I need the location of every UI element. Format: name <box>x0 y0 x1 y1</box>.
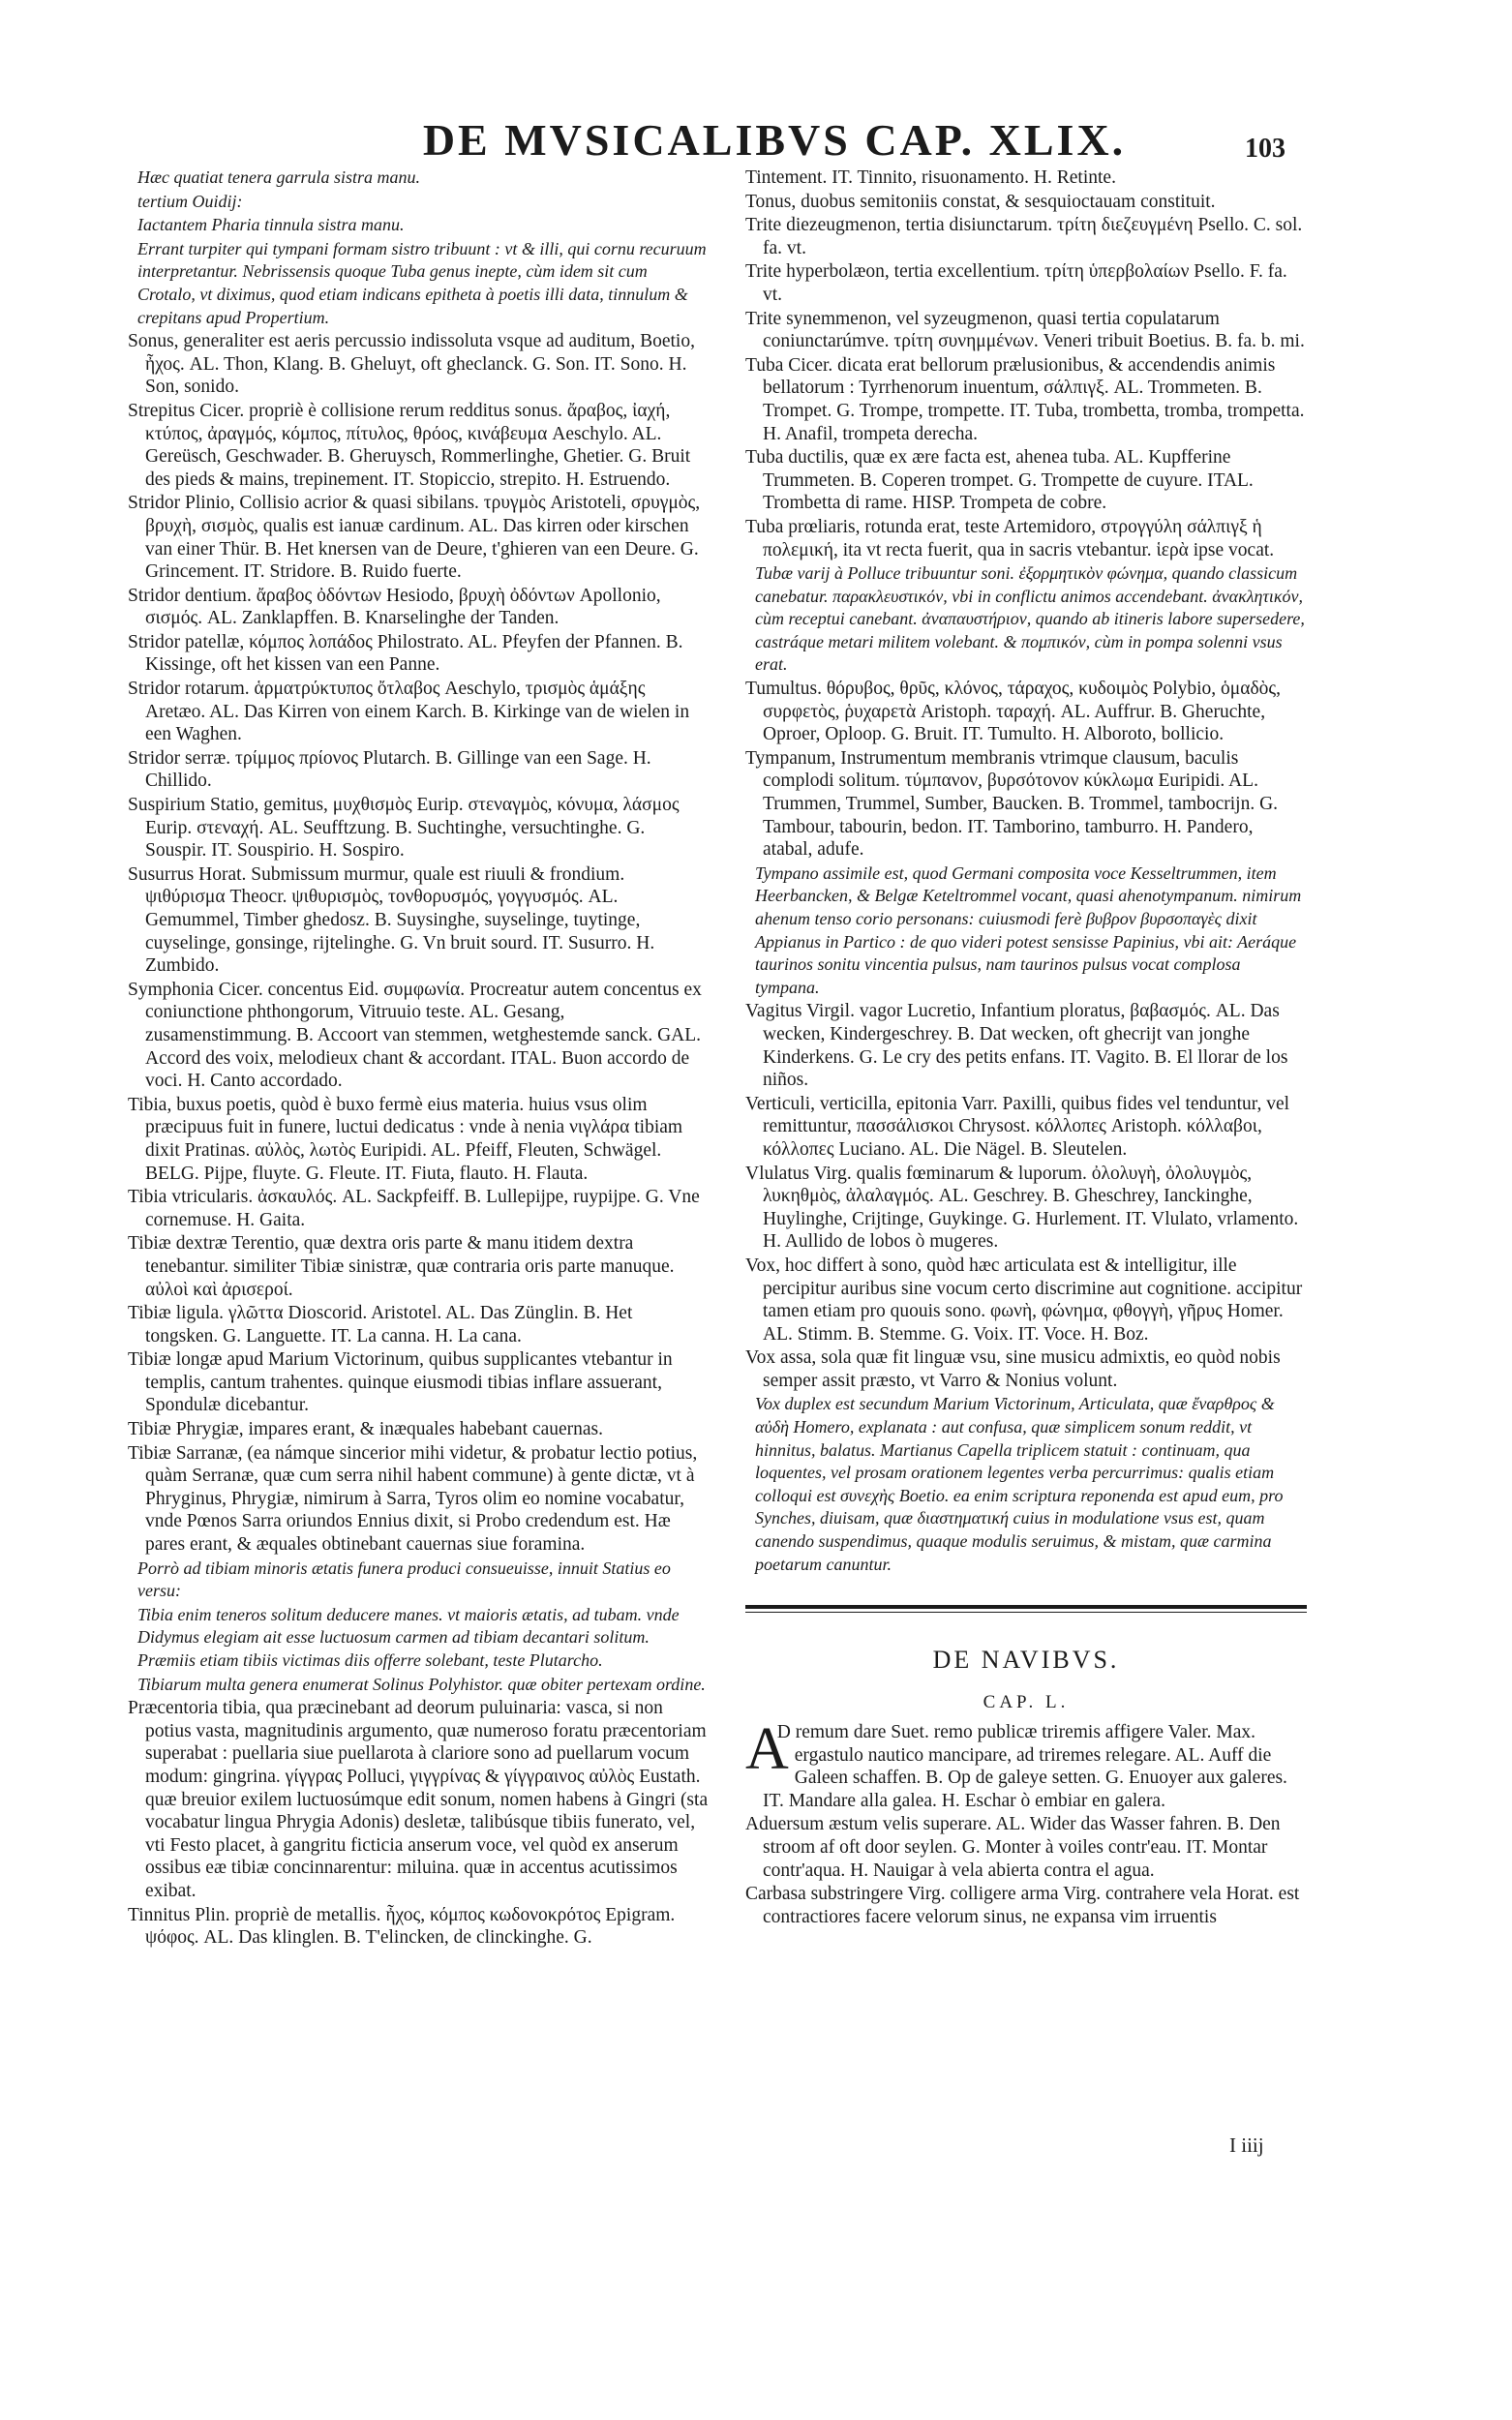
dictionary-entry: Tumultus. θόρυβος, θρῦς, κλόνος, τάραχος, κυδοιμὸς Polybio, ὁμαδὸς, συρφετὸς, ῥυχαρετὰ Aristoph. ταραχή. AL. Auffrur. B. Gheruchte, Oproer, Oploop. G. Bruit. IT. Tumulto. H. Alboroto, bollicio. <box>745 679 1282 745</box>
dictionary-entry: Stridor rotarum. ἁρματρύκτυπος ὄτλαβος Aeschylo, τρισμὸς ἁμάξης Aretæo. AL. Das Kirren von einem Karch. B. Kirkinge van de wielen in een Waghen. <box>128 679 690 745</box>
citation-line: Porrò ad tibiam minoris ætatis funera produci consueuisse, innuit Statius eo versu: <box>137 1558 671 1601</box>
section-rule-thin <box>745 1612 1307 1613</box>
dictionary-entry: Tuba ductilis, quæ ex ære facta est, ahenea tuba. AL. Kupfferine Trummeten. B. Coperen trompet. G. Trompette de cuyure. ITAL. Trombetta di rame. HISP. Trompeta de cobre. <box>745 447 1254 514</box>
section-rule-thick <box>745 1605 1307 1609</box>
dictionary-entry: Tonus, duobus semitoniis constat, & sesquioctauam constituit. <box>745 191 1216 212</box>
citation-line: Tibia enim teneros solitum deducere manes. vt maioris ætatis, ad tubam. vnde Didymus elegiam ait esse luctuosum carmen ad tibiam decantari solitum. Præmiis etiam tibiis victimas diis offerre solebant, teste Plutarcho. <box>137 1604 680 1670</box>
dictionary-entry: Tibiæ dextræ Terentio, quæ dextra oris parte & manu itidem dextra tenebantur. similiter Tibiæ sinistræ, quæ contraria oris parte manuque. αὐλοὶ καὶ ἀρισεροί. <box>128 1233 675 1300</box>
dictionary-entry: Stridor Plinio, Collisio acrior & quasi sibilans. τρυγμὸς Aristoteli, σρυγμὸς, βρυχὴ, σισμὸς, qualis est ianuæ cardinum. AL. Das kirren oder kirschen van einer Thür. B. Het knersen van de Deure, t'ghieren van een Deure. G. Grincement. IT. Stridore. B. Ruido fuerte. <box>128 493 701 583</box>
signature-mark: I iiij <box>1229 2133 1264 2157</box>
dictionary-entry: Sonus, generaliter est aeris percussio indissoluta vsque ad auditum, Boetio, ἦχος. AL. Thon, Klang. B. Gheluyt, oft gheclanck. G. Son. IT. Sono. H. Son, sonido. <box>128 331 695 398</box>
dictionary-entry: Tibiæ ligula. γλῶττα Dioscorid. Aristotel. AL. Das Zünglin. B. Het tongsken. G. Languette. IT. La canna. H. La cana. <box>128 1303 633 1346</box>
dictionary-entry: Tibia vtricularis. ἀσκαυλός. AL. Sackpfeiff. B. Lullepijpe, ruypijpe. G. Vne cornemuse. H. Gaita. <box>128 1187 700 1230</box>
dictionary-entry: Stridor serræ. τρίμμος πρίονος Plutarch. B. Gillinge van een Sage. H. Chillido. <box>128 747 651 792</box>
dictionary-entry: Tinnitus Plin. propriè de metallis. ἦχος, κόμπος κωδονοκρότος Epigram. ψόφος. AL. Das klinglen. B. T'elincken, de clinckinghe. G. <box>128 1904 676 1949</box>
citation-line: Iactantem Pharia tinnula sistra manu. <box>137 215 405 235</box>
dictionary-entry: Tympanum, Instrumentum membranis vtrimque clausum, baculis complodi solitum. τύμπανον, βυρσότονον κύκλωμα Euripidi. AL. Trummen, Trummel, Sumber, Baucken. B. Trommel, tambocrijn. G. Tambour, tabourin, bedon. IT. Tamborino, tamburro. H. Pandero, atabal, adufe. <box>745 747 1279 861</box>
dictionary-entry: Trite hyperbolæon, tertia excellentium. τρίτη ὑπερβολαίων Psello. F. fa. vt. <box>745 261 1287 305</box>
dictionary-entry: Præcentoria tibia, qua præcinebant ad deorum puluinaria: vasca, si non potius vasta, magnitudinis argumento, quæ numeroso foratu præcentoriam superabat : puellaria siue puellarota à clariore sono ad puellarum vocum modum: gingrina. γίγγρας Polluci, γιγγρίνας & γίγγραινος αὐλὸς Eustath. quæ breuior exilem luctuosúmque edit sonum, nomen habens à Gingri (sta vocabatur lingua Phrygia Adonis) desletæ, talibúsque tibiis funerato, vel, vti Festo placet, à gangritu ficticia anserum voce, vel quòd ex anserum ossibus eæ tibiæ concinnarentur: miluina. quæ in accentus acutissimos exibat. <box>128 1698 709 1901</box>
dictionary-entry <box>745 1813 1307 1882</box>
dictionary-entry: Tibiæ longæ apud Marium Victorinum, quibus supplicantes vtebantur in templis, cantum trahentes. quinque eiusmodi tibias inflare assuerant, Spondulæ dicebantur. <box>128 1349 673 1416</box>
running-head: DE MVSICALIBVS CAP. XLIX. <box>422 115 1127 165</box>
entry-text: Carbasa substringere Virg. colligere arma Virg. contrahere vela Horat. est contractiores facere velorum sinus, ne expansa vim irruentis <box>745 1884 1300 1927</box>
dictionary-entry <box>745 1721 1307 1812</box>
dictionary-entry: Strepitus Cicer. propriè è collisione rerum redditus sonus. ἄραβος, ἰαχή, κτύπος, ἀραγμός, κόμπος, πίτυλος, θρόος, κινάβευμα Aeschylo. AL. Gereüsch, Geschwader. B. Gheruysch, Rommerlinghe, Ghetier. G. Bruit des pieds & mains, trepinement. IT. Stopiccio, strepito. H. Estruendo. <box>128 400 691 490</box>
section-body <box>745 1721 1307 2275</box>
dictionary-entry: Symphonia Cicer. concentus Eid. συμφωνία. Procreatur autem concentus ex coniunctione phthongorum, Vitruuio teste. AL. Gesang, zusamenstimmung. B. Accoort van stemmen, wetghestemde sanck. GAL. Accord des voix, melodieux chant & accordant. ITAL. Buon accordo de voci. H. Canto accordado. <box>128 979 702 1092</box>
drop-cap: A <box>745 1721 789 1782</box>
dictionary-entry: Stridor dentium. ἄραβος ὀδόντων Hesiodo, βρυχὴ ὀδόντων Apollonio, σισμός. AL. Zanklapffen. B. Knarselinghe der Tanden. <box>128 585 661 629</box>
dictionary-entry: Tuba Cicer. dicata erat bellorum prælusionibus, & accendendis animis bellatorum : Tyrrhenorum inuentum, σάλπιγξ. AL. Trommeten. B. Trompet. G. Trompe, trompette. IT. Tuba, trombetta, tromba, trompetta. H. Anafil, trompeta derecha. <box>745 354 1305 444</box>
dictionary-entry: Stridor patellæ, κόμπος λοπάδος Philostrato. AL. Pfeyfen der Pfannen. B. Kissinge, oft het kissen van een Panne. <box>128 631 683 676</box>
citation-line: Tympano assimile est, quod Germani composita voce Kesseltrummen, item Heerbancken, & Belgæ Keteltrommel vocant, quasi ahenotympanum. nimirum ahenum tenso corio personans: cuiusmodi ferè βυβρον βυρσοπαγὲς dixit Appianus in Partico : de quo videri potest sensisse Papinius, vbi ait: Aeráque taurinos sonitu vincentia pulsus, nam taurinos pulsus vocat complosa tympana. <box>755 862 1302 997</box>
dictionary-entry: Tibia, buxus poetis, quòd è buxo fermè eius materia. huius vsus olim præcipuus fuit in funere, luctui dedicatus : vnde à nenia νιγλάρα tibiam dixit Pratinas. αὐλὸς, λωτὸς Euripidi. AL. Pfeiff, Fleuten, Schwägel. BELG. Pijpe, fluyte. G. Fleute. IT. Fiuta, flauto. H. Flauta. <box>128 1094 683 1184</box>
dictionary-entry: Tibiæ Phrygiæ, impares erant, & inæquales habebant cauernas. <box>128 1419 604 1440</box>
citation-line: Tubæ varij à Polluce tribuuntur soni. ἐξορμητικὸν φώνημα, quando classicum canebatur. παρακλευστικόν, vbi in conflictu animos accendebant. ἀνακλητικόν, cùm receptui canebant. ἀναπαυστήριον, quando ab itineris labore supersedere, castráque metari militem volebant. & πομπικόν, cùm in pompa solenni vsus erat. <box>755 563 1305 675</box>
left-column <box>128 166 709 2246</box>
page-number: 103 <box>1245 134 1285 164</box>
citation-line: tertium Ouidij: <box>137 191 243 211</box>
entry-text: Aduersum æstum velis superare. AL. Wider das Wasser fahren. B. Den stroom af oft door seylen. G. Monter à voiles contr'eau. IT. Montar contr'aqua. H. Nauigar à vela abierta contra el agua. <box>745 1814 1281 1881</box>
citation-line: Tibiarum multa genera enumerat Solinus Polyhistor. quæ obiter pertexam ordine. <box>137 1674 706 1694</box>
dictionary-entry: Susurrus Horat. Submissum murmur, quale est riuuli & frondium. ψιθύρισμα Theocr. ψιθυρισμὸς, τονθορυσμός, γογγυσμός. AL. Gemummel, Timber ghedosz. B. Suysinghe, suyselinge, tuytinge, cuyselinge, gonsinge, rijtelinghe. G. Vn bruit sourd. IT. Susurro. H. Zumbido. <box>128 863 655 977</box>
citation-line: Hæc quatiat tenera garrula sistra manu. <box>137 167 421 187</box>
dictionary-entry: Vagitus Virgil. vagor Lucretio, Infantium ploratus, βαβασμός. AL. Das wecken, Kindergeschrey. B. Dat wecken, oft ghecrijt van jonghe Kinderkens. G. Le cry des petits enfans. IT. Vagito. B. El llorar de los niños. <box>745 1001 1288 1091</box>
dictionary-entry: Vox assa, sola quæ fit linguæ vsu, sine musicu admixtis, eo quòd nobis semper assit præsto, vt Varro & Nonius volunt. <box>745 1347 1281 1391</box>
section-chapter: CAP. L. <box>983 1692 1070 1712</box>
dictionary-entry: Trite diezeugmenon, tertia disiunctarum. τρίτη διεζευγμένη Psello. C. sol. fa. vt. <box>745 215 1303 258</box>
citation-line: Vox duplex est secundum Marium Victorinum, Articulata, quæ ἔναρθρος & αὐδὴ Homero, explanata : aut confusa, quæ simplicem sonum reddit, vt hinnitus, balatus. Martianus Capella triplicem statuit : continuam, qua loquentes, vel prosam orationem legentes verba percurrimus: qualis etiam colloqui est συνεχὴς Boetio. ea enim scriptura reponenda est apud eum, pro Synches, diuisam, quæ διαστηματική cuius in modulatione vsus est, quam canendo suspendimus, quaque modulis seruimus, & mistam, quæ carmina poetarum canuntur. <box>755 1394 1284 1574</box>
entry-text: D remum dare Suet. remo publicæ triremis affigere Valer. Max. ergastulo nautico mancipare, ad triremes relegare. AL. Auff die Galeen schaffen. B. Op de galeye setten. G. Enuoyer aux galeres. IT. Mandare alla galea. H. Eschar ò embiar en galera. <box>763 1722 1287 1811</box>
section-title: DE NAVIBVS. <box>932 1646 1120 1674</box>
citation-line: Errant turpiter qui tympani formam sistro tribuunt : vt & illi, qui cornu recuruum interpretantur. Nebrissensis quoque Tuba genus inepte, cùm idem sit cum Crotalo, vt diximus, quod etiam indicans epitheta à poetis illi data, tinnulum & crepitans apud Propertium. <box>137 238 707 327</box>
dictionary-entry: Tibiæ Sarranæ, (ea námque sincerior mihi videtur, & probatur lectio potius, quàm Serranæ, quæ cum serra nihil habent commune) à gente dictæ, vt à Phryginus, Phrygiæ, nimirum à Sarra, Tyros olim eo nomine vocabatur, vnde Pœnos Sarra oriundos Ennius dixit, si Probo credendum est. Hæ pares erant, & æquales obtinebant cauernas siue foramina. <box>128 1442 698 1556</box>
dictionary-entry: Trite synemmenon, vel syzeugmenon, quasi tertia copulatarum coniunctarúmve. τρίτη συνημμένων. Veneri tribuit Boetius. B. fa. b. mi. <box>745 308 1305 352</box>
dictionary-entry: Tintement. IT. Tinnito, risuonamento. H. Retinte. <box>745 167 1116 188</box>
dictionary-entry: Vlulatus Virg. qualis fœminarum & luporum. ὀλολυγὴ, ὀλολυγμὸς, λυκηθμὸς, ἀλαλαγμός. AL. Geschrey. B. Gheschrey, Ianckinghe, Huylinghe, Crijtinge, Guykinge. G. Hurlement. IT. Vlulato, vrlamento. H. Aullido de lobos ò mugeres. <box>745 1163 1299 1253</box>
dictionary-entry: Suspirium Statio, gemitus, μυχθισμὸς Eurip. στεναγμὸς, κόνυμα, λάσμος Eurip. στεναχή. AL. Seufftzung. B. Suchtinghe, versuchtinghe. G. Souspir. IT. Souspirio. H. Sospiro. <box>128 795 680 862</box>
dictionary-entry <box>745 1883 1307 1928</box>
dictionary-entry: Verticuli, verticilla, epitonia Varr. Paxilli, quibus fides vel tenduntur, vel remittuntur, πασσάλισκοι Chrysost. κόλλοπες Aristoph. κόλλαβοι, κόλλοπες Luciano. AL. Die Nägel. B. Sleutelen. <box>745 1093 1290 1160</box>
right-column <box>745 166 1307 1588</box>
dictionary-entry: Vox, hoc differt à sono, quòd hæc articulata est & intelligitur, ille percipitur auribus sine vocum certo discrimine aut cognitione. accipitur tamen etiam pro quouis sono. φωνὴ, φώνημα, φθογγὴ, γῆρυς Homer. AL. Stimm. B. Stemme. G. Voix. IT. Voce. H. Boz. <box>745 1255 1303 1345</box>
dictionary-entry: Tuba prœliaris, rotunda erat, teste Artemidoro, στρογγύλη σάλπιγξ ἡ πολεμική, ita vt recta fuerit, qua in sacris vtebantur. ἱερὰ ipse vocat. <box>745 516 1275 560</box>
